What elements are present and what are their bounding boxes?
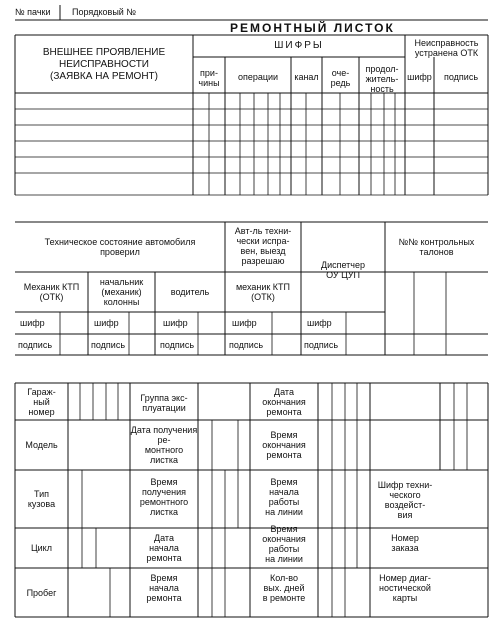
diag-card-label: Номер диаг- ностической карты <box>379 573 431 603</box>
signature-header: подпись <box>443 72 479 82</box>
code-label-3: шифр <box>163 318 188 328</box>
tech-code-label: Шифр техни- ческого воздейст- вия <box>377 480 433 520</box>
code-label-4: шифр <box>232 318 257 328</box>
driver-header: водитель <box>170 287 210 297</box>
duration-header: продол- житель- ность <box>365 64 399 94</box>
mechanic-ktp-header: Механик КТП (ОТК) <box>23 282 80 302</box>
body-type-label: Тип кузова <box>27 489 56 509</box>
reasons-header: при- чины <box>198 68 220 88</box>
car-ok-header: Авт-ль техни- чески испра- вен, выезд разрешаю <box>234 226 292 266</box>
receipt-date-label: Дата получения ре- монтного листка <box>130 425 198 465</box>
form-title: РЕМОНТНЫЙ ЛИСТОК <box>230 21 395 35</box>
coupons-header: №№ контрольных талонов <box>398 237 475 257</box>
fault-fixed-header: Неисправность устранена ОТК <box>414 38 479 58</box>
receipt-time-label: Время получения ремонтного листка <box>139 477 189 517</box>
garage-number-label: Гараж- ный номер <box>27 387 56 417</box>
sign-label-4: подпись <box>229 340 264 350</box>
external-fault-header: ВНЕШНЕЕ ПРОЯВЛЕНИЕ НЕИСПРАВНОСТИ (ЗАЯВКА НА РЕМОНТ) <box>42 47 166 82</box>
operations-header: операции <box>237 72 279 82</box>
sign-label-2: подпись <box>91 340 126 350</box>
code-header: шифр <box>407 72 432 82</box>
channel-header: канал <box>294 72 319 82</box>
column-chief-header: начальник (механик) колонны <box>99 277 144 307</box>
code-label-1: шифр <box>20 318 45 328</box>
sign-label-5: подпись <box>304 340 339 350</box>
sign-label-1: подпись <box>18 340 53 350</box>
code-label-2: шифр <box>94 318 119 328</box>
end-date-label: Дата окончания ремонта <box>262 387 306 417</box>
cycle-label: Цикл <box>31 543 52 553</box>
tech-state-header: Техническое состояние автомобиля проверил <box>44 237 196 257</box>
order-number-label: Номер заказа <box>391 533 419 553</box>
queue-header: оче- редь <box>330 68 351 88</box>
line-start-label: Время начала работы на линии <box>265 477 303 517</box>
serial-number-label: Порядковый № <box>72 7 136 17</box>
start-time-label: Время начала ремонта <box>146 573 182 603</box>
end-time-label: Время окончания ремонта <box>262 430 306 460</box>
sign-label-3: подпись <box>160 340 195 350</box>
codes-header: ШИФРЫ <box>274 40 324 51</box>
mechanic-ktp-2-header: механик КТП (ОТК) <box>235 282 291 302</box>
pack-number-label: № пачки <box>15 7 51 17</box>
days-in-repair-label: Кол-во вых. дней в ремонте <box>262 573 306 603</box>
mileage-label: Пробег <box>26 588 57 598</box>
dispatcher-header: Диспетчер ОУ ЦУП <box>320 260 366 280</box>
start-date-label: Дата начала ремонта <box>146 533 182 563</box>
code-label-5: шифр <box>307 318 332 328</box>
line-end-label: Время окончания работы на линии <box>262 524 306 564</box>
operation-group-label: Группа экс- плуатации <box>140 393 188 413</box>
model-label: Модель <box>25 440 58 450</box>
